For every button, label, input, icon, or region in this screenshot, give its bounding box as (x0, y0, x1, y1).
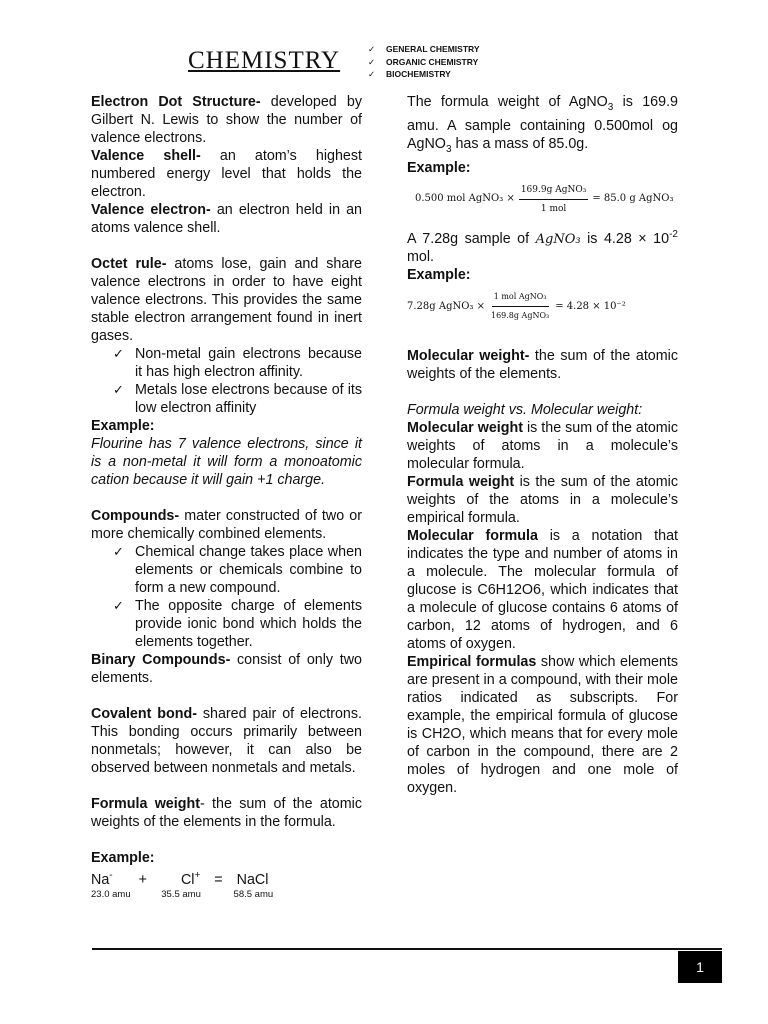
check-icon: ✓ (368, 69, 376, 79)
example-label: Example: (91, 418, 155, 434)
formula-weight-definition (407, 473, 678, 527)
compounds-paragraph (91, 507, 362, 543)
text: A 7.28g sample of (407, 230, 536, 247)
plus-sign: + (138, 871, 147, 888)
denominator: 169.8g AgNO₃ (490, 311, 550, 321)
molecular-weight-definition (407, 419, 678, 473)
term: Compounds- (91, 508, 180, 524)
subscript: 3 (607, 101, 614, 113)
example-label: Example: (91, 850, 155, 866)
equation-term: 7.28g AgNO₃ × (407, 300, 485, 312)
topic-item (368, 56, 480, 69)
example-label: Example: (407, 159, 471, 176)
amu-value: 58.5 amu (233, 888, 274, 900)
compounds-bullet-list (91, 543, 362, 651)
chlorine-symbol: Cl (180, 871, 195, 888)
charge: - (109, 870, 113, 881)
covalent-bond-paragraph (91, 705, 362, 777)
octet-bullet-list (91, 345, 362, 417)
topic-label: BIOCHEMISTRY (386, 69, 451, 79)
term: Formula weight (91, 796, 200, 812)
moles-paragraph (407, 226, 678, 267)
term: Formula weight (407, 474, 515, 491)
fraction (489, 288, 551, 325)
list-item: ✓ Chemical change takes place when elements or chemicals combine to form a new compound. (135, 543, 362, 597)
list-item: ✓ Non-metal gain electrons because it has high electron affinity. (135, 345, 362, 381)
sodium-chloride: NaCl (236, 871, 269, 888)
definition: show which elements are present in a compound, with their mole ratios indicated as subscripts. For example, the empirical formula of glucose is CH2O, which means that for every mole of carbon in the compound, there are 2 moles of hydrogen and one mole of oxygen. (407, 654, 678, 797)
equals-sign: = (214, 871, 223, 888)
equation-term: 0.500 mol AgNO₃ × (415, 193, 515, 205)
molecular-weight-paragraph (407, 347, 678, 383)
definition: an electron held in an atoms valence shell. (91, 202, 363, 236)
agno3-paragraph (407, 93, 678, 159)
valence-shell-paragraph (91, 147, 362, 201)
text: is 4.28 × 10 (580, 230, 670, 247)
check-icon: ✓ (368, 56, 376, 67)
term: Valence electron- (91, 202, 211, 218)
mass-equation (415, 181, 678, 218)
topic-item (368, 68, 480, 81)
definition: developed by Gilbert N. Lewis to show the number of valence electrons. (91, 94, 362, 146)
octet-rule-paragraph (91, 255, 362, 345)
electron-dot-structure-paragraph (91, 93, 362, 147)
subscript: 3 (445, 143, 452, 155)
definition: atoms lose, gain and share valence electrons in order to have eight valence electrons. This provides the same stable electron arrangement found in inert gases. (91, 256, 363, 344)
definition: mater constructed of two or more chemically combined elements. (91, 508, 362, 542)
term: Molecular weight- (407, 348, 530, 365)
list-item: ✓ The opposite charge of elements provide ionic bond which holds the elements together. (135, 597, 362, 651)
text: is 169.9 amu. A sample containing 0.500mol og AgNO (407, 94, 679, 152)
amu-value: 35.5 amu (161, 888, 201, 900)
term: Covalent bond- (91, 706, 197, 722)
definition: shared pair of electrons. This bonding occurs primarily between nonmetals; however, it can also be observed between nonmetals and metals. (91, 706, 362, 776)
term: Valence shell- (91, 148, 201, 164)
right-column (407, 93, 678, 797)
left-column (91, 93, 362, 901)
example-label: Example: (407, 267, 471, 284)
definition: - the sum of the atomic weights of the elements in the formula. (91, 796, 362, 830)
molecular-formula-definition (407, 527, 678, 653)
numerator: 169.9g AgNO₃ (519, 181, 589, 200)
term: Electron Dot Structure- (91, 94, 261, 110)
formula: AgNO₃ (535, 231, 581, 247)
term: Binary Compounds- (91, 652, 231, 668)
topic-label: ORGANIC CHEMISTRY (386, 56, 479, 67)
charge: + (194, 870, 201, 881)
sodium-symbol: Na (91, 871, 110, 888)
term: Empirical formulas (407, 654, 537, 671)
exponent: -2 (669, 228, 678, 240)
definition: an atom’s highest numbered energy level that holds the electron. (91, 148, 362, 200)
topic-list (368, 43, 480, 81)
moles-equation (407, 288, 678, 325)
denominator: 1 mol (540, 203, 567, 214)
page-title: CHEMISTRY (188, 47, 341, 74)
binary-compounds-paragraph (91, 651, 362, 687)
equation-result: = 4.28 × 10⁻² (555, 300, 626, 312)
amu-row (91, 889, 362, 901)
page-number: 1 (678, 951, 722, 983)
check-icon: ✓ (368, 44, 376, 54)
definition: is a notation that indicates the type and number of atoms in a molecule. The molecular formula of glucose is C6H12O6, which indicates that a molecule of glucose contains 6 atoms of carbon, 12 atoms of hydrogen, and 6 atoms of oxygen. (407, 528, 679, 653)
equation-result: = 85.0 g AgNO₃ (592, 193, 674, 205)
definition: is the sum of the atomic weights of atoms in a molecule’s molecular formula. (407, 420, 679, 473)
topic-item (368, 43, 480, 56)
comparison-heading: Formula weight vs. Molecular weight: (407, 402, 643, 419)
footer-divider (92, 948, 722, 950)
term: Molecular weight (407, 420, 523, 437)
definition: consist of only two elements. (91, 652, 362, 686)
amu-value: 23.0 amu (91, 888, 131, 900)
definition: is the sum of the atomic weights of the atoms in a molecule’s empirical formula. (407, 474, 678, 527)
text: The formula weight of AgNO (407, 94, 608, 110)
fraction (519, 181, 589, 218)
nacl-equation (91, 867, 362, 889)
definition: the sum of the atomic weights of the elements. (407, 348, 678, 383)
empirical-formulas-definition (407, 653, 678, 797)
topic-label: GENERAL CHEMISTRY (386, 44, 480, 54)
text: mol. (407, 249, 435, 266)
term: Molecular formula (407, 528, 538, 545)
formula-weight-paragraph (91, 795, 362, 831)
text: has a mass of 85.0g. (451, 135, 589, 152)
valence-electron-paragraph (91, 201, 362, 237)
list-item: ✓ Metals lose electrons because of its low electron affinity (135, 381, 362, 417)
term: Octet rule- (91, 256, 167, 272)
numerator: 1 mol AgNO₃ (492, 288, 549, 307)
octet-example: Flourine has 7 valence electrons, since it is a non-metal it will form a monoatomic cation because it will gain +1 charge. (91, 436, 362, 488)
